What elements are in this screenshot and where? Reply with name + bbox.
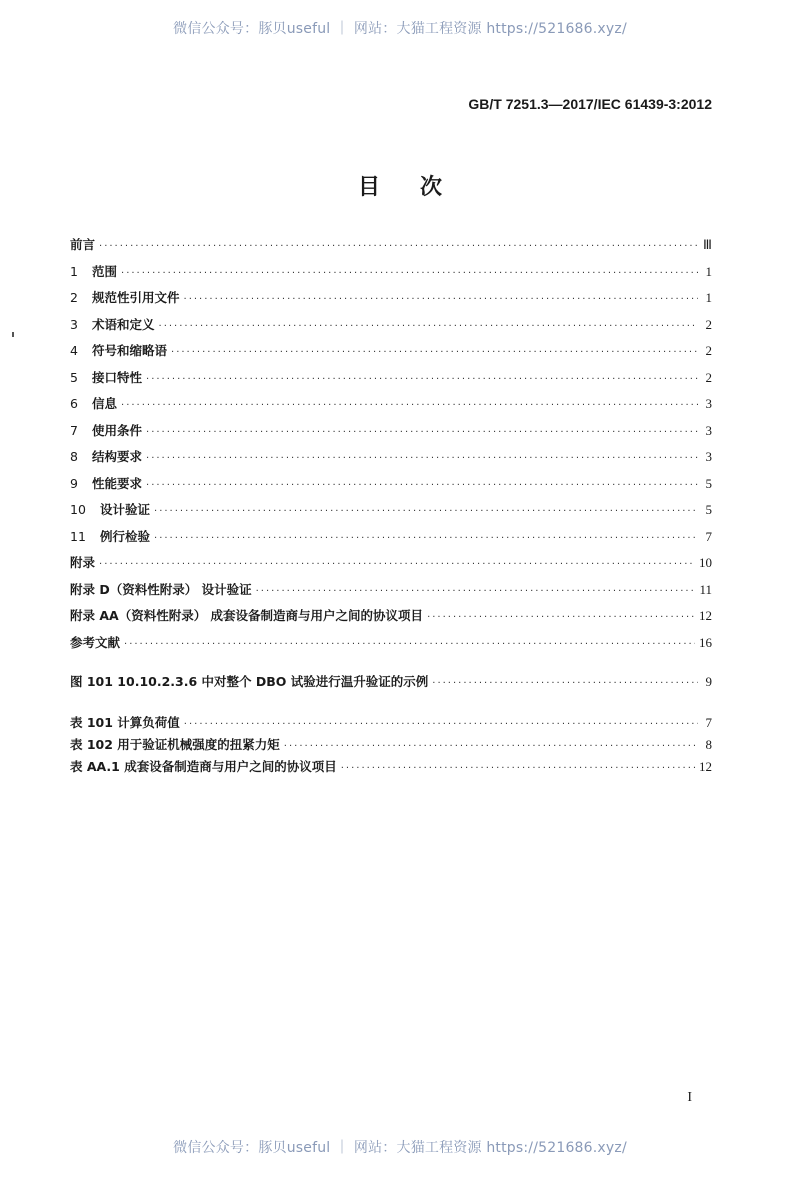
toc-num: 11 [70, 528, 86, 544]
table-label: 表 101 计算负荷值 [70, 715, 180, 730]
toc-entry[interactable] [70, 368, 712, 395]
toc-num: 9 [70, 475, 78, 491]
watermark-bottom: 微信公众号：豚贝useful ｜ 网站：大猫工程资源 https://521686.xyz/ [173, 1140, 627, 1156]
table-entry[interactable] [70, 735, 712, 757]
table-entry[interactable] [70, 713, 712, 735]
toc-entry[interactable] [70, 235, 712, 262]
toc-num: 8 [70, 449, 78, 464]
toc-label: 范围 [92, 263, 118, 279]
toc-num: 4 [70, 343, 78, 358]
toc-page: 10 [699, 555, 712, 570]
toc-label: 接口特性 [92, 369, 143, 385]
toc-entry[interactable] [70, 500, 712, 527]
toc-entry[interactable] [70, 527, 712, 554]
toc-num: 2 [70, 290, 78, 305]
toc-entry[interactable] [70, 633, 712, 660]
toc-label: 信息 [92, 396, 118, 411]
toc-label: 符号和缩略语 [92, 343, 168, 358]
toc-label: 例行检验 [100, 528, 151, 544]
toc-num: 3 [70, 316, 78, 332]
toc-entry[interactable] [70, 553, 712, 580]
figure-list [70, 672, 712, 699]
toc-page: 2 [705, 316, 712, 332]
toc-page: 11 [699, 581, 712, 597]
toc-page: 5 [705, 502, 712, 517]
toc-label: 使用条件 [92, 422, 143, 438]
toc-num: 5 [70, 369, 78, 385]
table-page: 8 [705, 737, 712, 752]
toc-entry[interactable] [70, 262, 712, 289]
toc-num: 7 [70, 422, 78, 438]
toc-page: 3 [705, 396, 712, 411]
toc-page: 3 [705, 449, 712, 464]
toc-label: 附录 D（资料性附录） 设计验证 [70, 581, 252, 597]
table-page: 7 [705, 715, 712, 730]
watermark-top: 微信公众号：豚贝useful ｜ 网站：大猫工程资源 https://521686.xyz/ [173, 21, 627, 37]
table-page: 12 [699, 759, 712, 774]
toc-num: 6 [70, 396, 78, 411]
toc-label: 附录 [70, 555, 96, 570]
toc-label: 设计验证 [100, 502, 151, 517]
toc-page: 5 [705, 475, 712, 491]
toc-page: 1 [705, 290, 712, 305]
figure-label: 图 101 10.10.2.3.6 中对整个 DBO 试验进行温升验证的示例 [70, 674, 429, 689]
toc-label: 参考文献 [70, 634, 121, 650]
toc-page: 12 [699, 608, 712, 623]
toc-page: 2 [705, 343, 712, 358]
toc-page: 7 [705, 528, 712, 544]
toc-num: 10 [70, 502, 86, 517]
table-entry[interactable] [70, 757, 712, 779]
table-label: 表 AA.1 成套设备制造商与用户之间的协议项目 [70, 759, 337, 774]
toc-list [70, 235, 712, 659]
toc-entry[interactable] [70, 394, 712, 421]
toc-entry[interactable] [70, 447, 712, 474]
toc-entry[interactable] [70, 341, 712, 368]
toc-entry[interactable] [70, 580, 712, 607]
table-label: 表 102 用于验证机械强度的扭紧力矩 [70, 737, 280, 752]
toc-entry[interactable] [70, 288, 712, 315]
toc-page: 1 [705, 263, 712, 279]
toc-label: 结构要求 [92, 449, 143, 464]
standard-code: GB/T 7251.3—2017/IEC 61439-3:2012 [468, 96, 712, 112]
figure-entry[interactable] [70, 672, 712, 699]
page-title: 目次 [357, 175, 482, 200]
toc-entry[interactable] [70, 421, 712, 448]
toc-label: 术语和定义 [92, 316, 155, 332]
toc-entry[interactable] [70, 315, 712, 342]
toc-label: 前言 [70, 237, 96, 252]
toc-label: 性能要求 [92, 475, 143, 491]
toc-entry[interactable] [70, 606, 712, 633]
page-number: I [687, 1090, 692, 1105]
table-list [70, 713, 712, 779]
toc-page: 16 [699, 634, 712, 650]
toc-label: 附录 AA（资料性附录） 成套设备制造商与用户之间的协议项目 [70, 608, 424, 623]
toc-entry[interactable] [70, 474, 712, 501]
toc-page: Ⅲ [703, 237, 712, 252]
scan-speck [12, 332, 14, 337]
figure-page: 9 [705, 674, 712, 689]
toc-label: 规范性引用文件 [92, 290, 180, 305]
toc-page: 2 [705, 369, 712, 385]
toc-num: 1 [70, 263, 78, 279]
toc-page: 3 [705, 422, 712, 438]
